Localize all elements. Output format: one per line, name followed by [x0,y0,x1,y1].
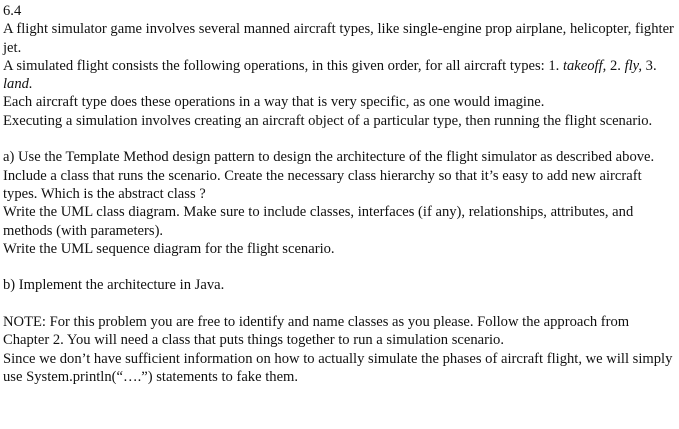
operation-fly: fly, [624,57,643,74]
operation-separator-2: 3. [642,57,657,74]
note-text: NOTE: For this problem you are free to identify and name classes as you please. Follow the approach from Chapter 2. You will need a class that puts things together to run a simulation scenario. [3,314,630,349]
problem-number: 6.4 [3,3,22,19]
part-b-text: b) Implement the architecture in Java. [3,277,225,294]
part-a-uml-sequence: Write the UML sequence diagram for the flight scenario. [3,240,335,257]
operation-separator-1: 2. [606,57,625,74]
specific-paragraph: Each aircraft type does these operations in a way that is very specific, as one would imagine. [3,94,545,111]
executing-paragraph: Executing a simulation involves creating an aircraft object of a particular type, then running the flight scenario. [3,112,653,129]
spacer [3,258,675,276]
operation-land: land. [3,76,33,93]
part-a-uml-class: Write the UML class diagram. Make sure to include classes, interfaces (if any), relationships, attributes, and methods (with parameters). [3,204,634,239]
operations-prefix: A simulated flight consists the following operations, in this given order, for all aircraft types: 1. [3,57,563,74]
operation-takeoff: takeoff, [562,57,607,74]
note-println: Since we don’t have sufficient information on how to actually simulate the phases of aircraft flight, we will simply use System.println(“….”) statements to fake them. [3,350,673,385]
operations-paragraph [3,57,675,94]
problem-document [3,2,675,386]
spacer [3,130,675,148]
problem-intro: A flight simulator game involves several manned aircraft types, like single-engine prop airplane, helicopter, fighter jet. [3,21,674,56]
part-a-text: a) Use the Template Method design pattern to design the architecture of the flight simulator as described above. Include a class that runs the scenario. Create the necessary class hierarchy so that it’s easy to add new aircraft types. Which is the abstract class ? [3,149,655,202]
spacer [3,295,675,313]
